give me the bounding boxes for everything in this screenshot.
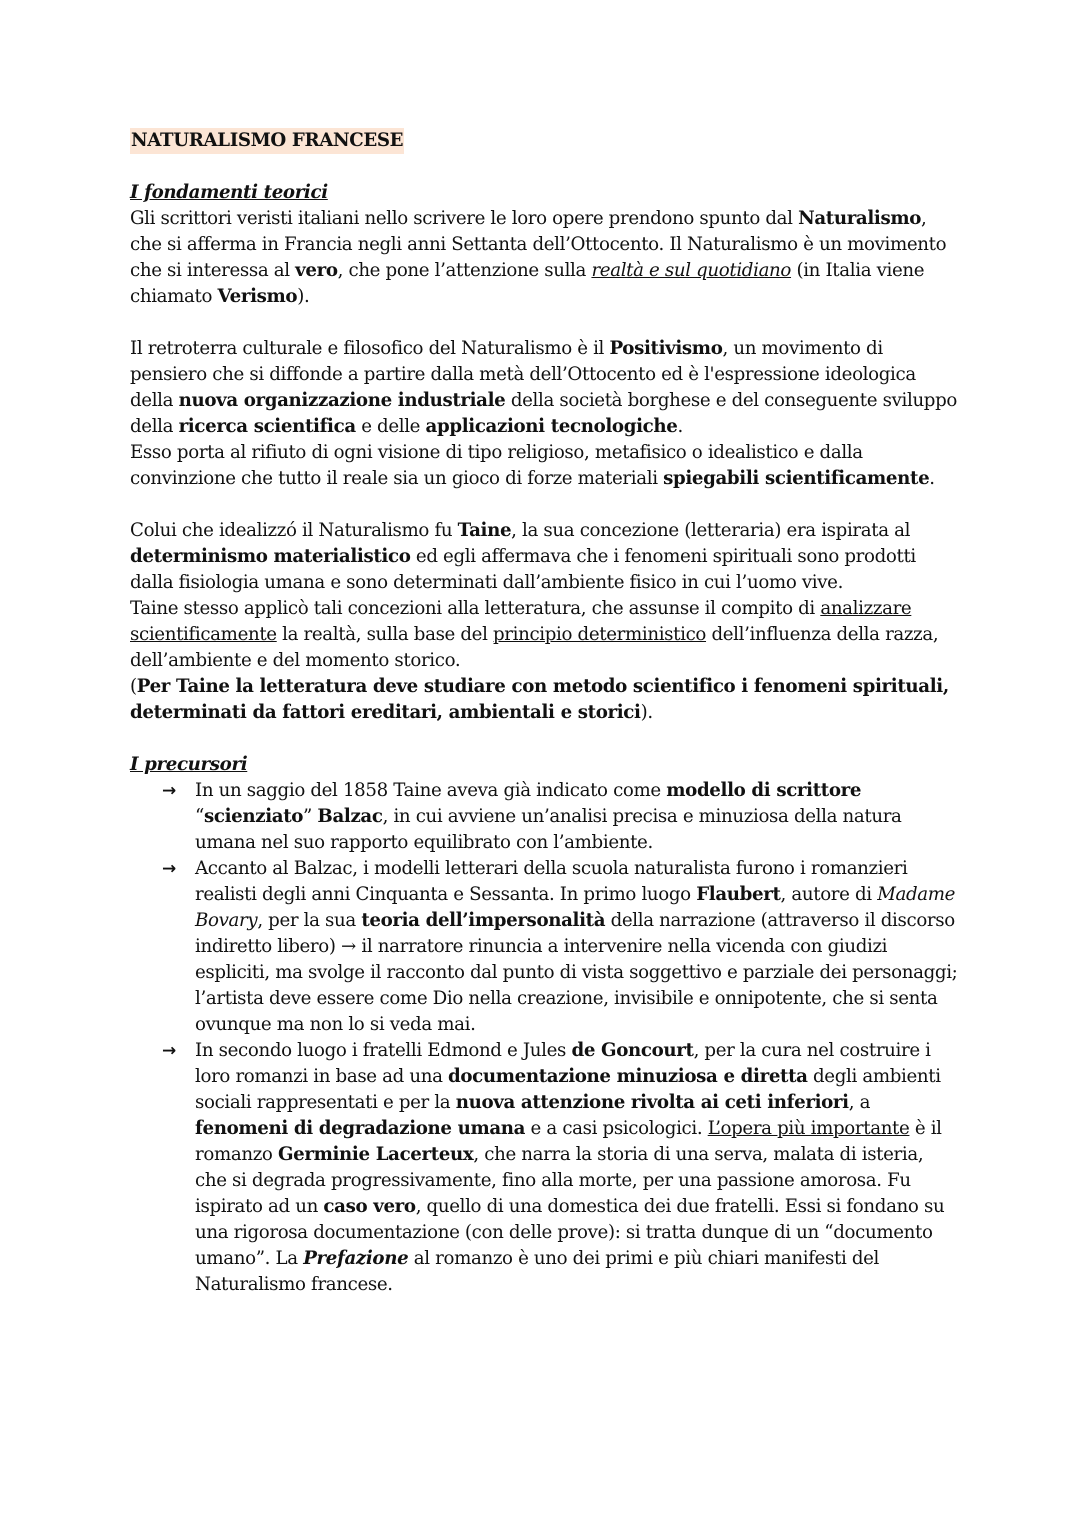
bold-term: spiegabili scientificamente bbox=[663, 468, 930, 489]
text-run: In secondo luogo i fratelli Edmond e Jules bbox=[195, 1040, 572, 1061]
text-run: e a casi psicologici. bbox=[525, 1118, 708, 1139]
bold-term: Balzac bbox=[317, 806, 383, 827]
text-run: ( bbox=[130, 676, 137, 697]
section-heading: I precursori bbox=[130, 754, 248, 775]
text-run: ” bbox=[303, 806, 318, 827]
list-item bbox=[130, 856, 960, 1038]
section-heading: I fondamenti teorici bbox=[130, 182, 328, 203]
bold-term: Flaubert bbox=[696, 884, 781, 905]
bold-term: caso vero bbox=[323, 1196, 416, 1217]
paragraph bbox=[130, 206, 960, 310]
list-item bbox=[130, 778, 960, 856]
bold-term: de Goncourt bbox=[571, 1040, 694, 1061]
bold-term: Positivismo bbox=[609, 338, 723, 359]
text-run: . bbox=[929, 468, 935, 489]
paragraph bbox=[130, 674, 960, 726]
spacer bbox=[130, 310, 960, 336]
spacer bbox=[130, 726, 960, 752]
underlined-term: L’opera più importante bbox=[707, 1118, 910, 1139]
arrow-right-icon: → bbox=[162, 859, 176, 879]
text-run: , che si afferma in Francia negli anni Settanta dell’Ottocento. Il Naturalismo è un movimento che si interessa al bbox=[130, 208, 947, 281]
text-run: è il romanzo bbox=[195, 1118, 942, 1165]
emphasis-term: realtà e sul quotidiano bbox=[591, 260, 792, 281]
bold-term: Verismo bbox=[217, 286, 298, 307]
text-run: Esso porta al rifiuto di ogni visione di tipo religioso, metafisico o idealistico e dalla convinzione che tutto il reale sia un gioco di forze materiali bbox=[130, 442, 863, 489]
bold-term: teoria dell’impersonalità bbox=[361, 910, 606, 931]
text-run: Taine stesso applicò tali concezioni alla letteratura, che assunse il compito di bbox=[130, 598, 821, 619]
paragraph bbox=[130, 596, 960, 674]
text-run: Gli scrittori veristi italiani nello scrivere le loro opere prendono spunto dal bbox=[130, 208, 799, 229]
text-run: ed egli affermava che i fenomeni spirituali sono prodotti dalla fisiologia umana e sono determinati dall’ambiente fisico in cui l’uomo vive. bbox=[130, 546, 916, 593]
section-precursori bbox=[130, 752, 960, 1298]
bold-term: documentazione minuziosa e diretta bbox=[448, 1066, 808, 1087]
paragraph bbox=[130, 518, 960, 596]
text-run: , autore di bbox=[780, 884, 878, 905]
bold-term: ricerca scientifica bbox=[178, 416, 356, 437]
bold-term: vero bbox=[295, 260, 338, 281]
text-run: della narrazione (attraverso il discorso indiretto libero) → il narratore rinuncia a intervenire nella vicenda con giudizi espliciti, ma svolge il racconto dal punto di vista soggettivo e parziale dei personaggi; l’artista deve essere come Dio nella creazione, invisibile e onnipotente, che si senta ovunque ma non lo si veda mai. bbox=[195, 910, 958, 1035]
section-fondamenti-teorici bbox=[130, 180, 960, 726]
text-run: ). bbox=[640, 702, 653, 723]
text-run: In un saggio del 1858 Taine aveva già indicato come bbox=[195, 780, 667, 801]
text-run: , a bbox=[848, 1092, 871, 1113]
bold-term: Naturalismo bbox=[798, 208, 922, 229]
text-run: degli ambienti sociali rappresentati e per la bbox=[195, 1066, 941, 1113]
bold-term: nuova organizzazione industriale bbox=[178, 390, 506, 411]
text-run: “ bbox=[195, 806, 204, 827]
text-run: Il retroterra culturale e filosofico del Naturalismo è il bbox=[130, 338, 610, 359]
arrow-right-icon: → bbox=[162, 781, 176, 801]
paragraph bbox=[130, 440, 960, 492]
text-run: , per la cura nel costruire i loro romanzi in base ad una bbox=[195, 1040, 931, 1087]
book-title: Germinie Lacerteux bbox=[277, 1144, 474, 1165]
bold-term: applicazioni tecnologiche bbox=[425, 416, 678, 437]
text-run: , la sua concezione (letteraria) era ispirata al bbox=[511, 520, 911, 541]
bold-term: modello di scrittore bbox=[666, 780, 862, 801]
bold-italic-term: Prefazione bbox=[303, 1248, 409, 1269]
text-run: la realtà, sulla base del bbox=[276, 624, 493, 645]
document-title: NATURALISMO FRANCESE bbox=[130, 128, 404, 154]
text-run: Colui che idealizzó il Naturalismo fu bbox=[130, 520, 458, 541]
precursori-list bbox=[130, 778, 960, 1298]
book-title: Madame Bovary bbox=[195, 884, 956, 931]
bold-term: fenomeni di degradazione umana bbox=[195, 1118, 526, 1139]
bold-term: determinismo materialistico bbox=[130, 546, 411, 567]
text-run: , in cui avviene un’analisi precisa e minuziosa della natura umana nel suo rapporto equilibrato con l’ambiente. bbox=[195, 806, 902, 853]
underlined-term: principio deterministico bbox=[493, 624, 707, 645]
text-run: e delle bbox=[355, 416, 426, 437]
document-page bbox=[130, 128, 960, 1298]
arrow-right-icon: → bbox=[162, 1041, 176, 1061]
bold-term: Taine bbox=[457, 520, 512, 541]
text-run: , che narra la storia di una serva, malata di isteria, che si degrada progressivamente, fino alla morte, per una passione amorosa. Fu ispirato ad un bbox=[195, 1144, 924, 1217]
text-run: , che pone l’attenzione sulla bbox=[337, 260, 592, 281]
text-run: al romanzo è uno dei primi e più chiari manifesti del Naturalismo francese. bbox=[195, 1248, 880, 1295]
paragraph bbox=[130, 336, 960, 440]
text-run: Accanto al Balzac, i modelli letterari della scuola naturalista furono i romanzieri realisti degli anni Cinquanta e Sessanta. In primo luogo bbox=[195, 858, 908, 905]
text-run: della società borghese e del conseguente sviluppo della bbox=[130, 390, 957, 437]
text-run: dell’influenza della razza, dell’ambiente e del momento storico. bbox=[130, 624, 939, 671]
spacer bbox=[130, 154, 960, 180]
text-run: (in Italia viene chiamato bbox=[130, 260, 925, 307]
text-run: , quello di una domestica dei due fratelli. Essi si fondano su una rigorosa documentazione (con delle prove): si tratta dunque di un “documento umano”. La bbox=[195, 1196, 945, 1269]
bold-term: nuova attenzione rivolta ai ceti inferiori bbox=[455, 1092, 849, 1113]
underlined-term: analizzare scientificamente bbox=[130, 598, 912, 645]
text-run: . bbox=[677, 416, 683, 437]
list-item bbox=[130, 1038, 960, 1298]
bold-summary: Per Taine la letteratura deve studiare con metodo scientifico i fenomeni spirituali, determinati da fattori ereditari, ambientali e storici bbox=[130, 676, 949, 723]
spacer bbox=[130, 492, 960, 518]
text-run: , un movimento di pensiero che si diffonde a partire dalla metà dell’Ottocento ed è l'espressione ideologica della bbox=[130, 338, 916, 411]
text-run: ). bbox=[297, 286, 310, 307]
bold-term: scienziato bbox=[203, 806, 304, 827]
text-run: , per la sua bbox=[257, 910, 362, 931]
